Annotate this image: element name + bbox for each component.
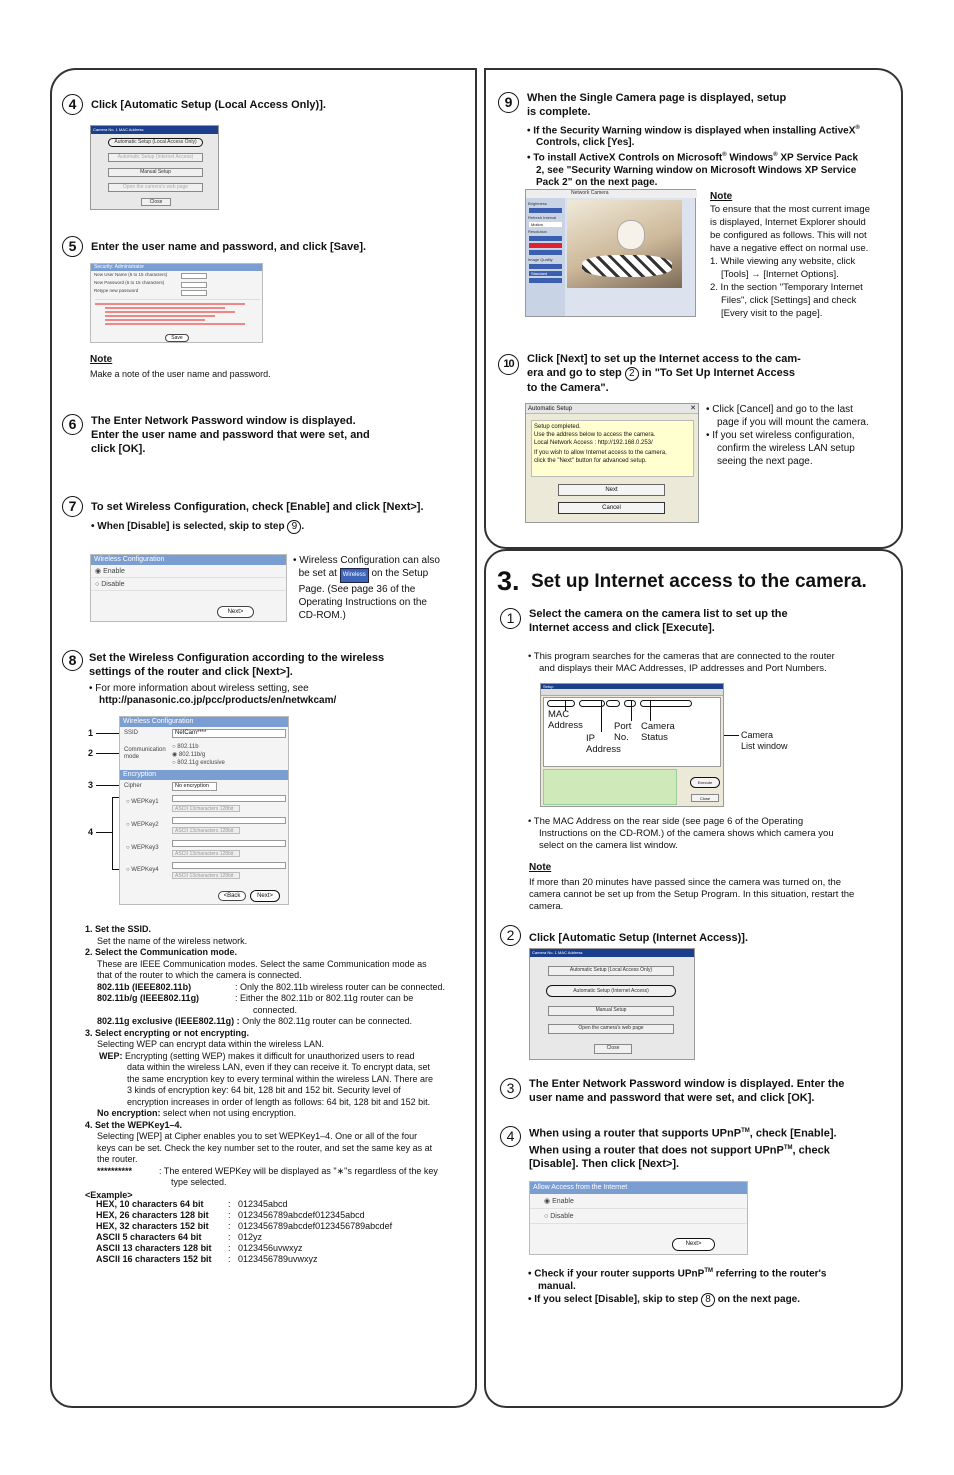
label-mac-address: MAC Address — [548, 709, 583, 731]
label-port-no: Port No. — [614, 721, 632, 743]
step-7-title: To set Wireless Configuration, check [Enable] and click [Next>]. — [91, 501, 424, 513]
camera-image — [567, 200, 682, 288]
step-6-title: The Enter Network Password window is displayed. Enter the user name and password that were set, and click [OK]. — [91, 415, 370, 455]
automatic-setup-complete-window: Automatic Setup ✕ Setup completed. Use the address below to access the camera. Local Network Access : http://192.168.0.253/ If you wish to allow Internet access to the camera, click the "Next" button for advanced setup. Next Cancel — [525, 403, 699, 523]
next-button-wireless[interactable]: Next> — [250, 890, 280, 902]
automatic-setup-local-button[interactable]: Automatic Setup (Local Access Only) — [108, 138, 203, 147]
callout-1: 1 — [88, 728, 94, 738]
step-4-title: Click [Automatic Setup (Local Access Only)]. — [91, 99, 326, 111]
manual-setup-button-2[interactable]: Manual Setup — [548, 1006, 674, 1016]
single-camera-page-screenshot: Network Camera Brightness Refresh Interval Motion Resolution Image Quality Standard — [525, 189, 696, 317]
sec3-step-2-number: 2 — [500, 925, 521, 946]
sec3-step-1-title: Select the camera on the camera list to set up the Internet access and click [Execute]. — [529, 608, 788, 634]
step-9-title: When the Single Camera page is displayed, setup is complete. — [527, 92, 787, 118]
wireless-settings-panel: Wireless Configuration SSID NetCam**** Communication mode ○ 802.11b ◉ 802.11b/g ○ 802.11g exclusive Encryption Cipher No encryption ○ WEPKey1 ASCII 13characters 128bit ○ WEPKey2 ASCII 13characters 128bit ○ WEPKey3 ASCII 13characters 128bit ○ WEPKey4 ASCII 13characters 128bit <Back Next> — [119, 716, 289, 905]
step-7-bullet: • When [Disable] is selected, skip to step 9 . — [91, 521, 305, 532]
note-heading: Note — [90, 354, 113, 365]
back-button[interactable]: <Back — [218, 891, 246, 901]
step-9-note: Note To ensure that the most current image is displayed, Internet Explorer should be configured as follows. This will not have a negative effect on normal use. 1. While viewing any website, click [Tools] → [Internet Options]. 2. In the section "Temporary Internet Files", click [Settings] and check [Every visit to the page]. — [710, 191, 870, 319]
callout-4: 4 — [88, 827, 94, 837]
sec3-step-4-bullets: • Check if your router supports UPnP™ referring to the router's manual. • If you select [Disable], skip to step 8 on the next page. — [528, 1268, 827, 1306]
execute-button[interactable]: Execute — [690, 777, 720, 788]
section-3-number: 3. — [497, 566, 520, 596]
close-button-2[interactable]: Close — [594, 1044, 632, 1054]
sec3-step-2-title: Click [Automatic Setup (Internet Access)]. — [529, 932, 749, 944]
label-ip-address: IP Address — [586, 733, 621, 755]
step-9-bullets: • If the Security Warning window is displayed when installing ActiveX® Controls, click [Yes]. • To install ActiveX Controls on Microsoft® Windows® XP Service Pack 2, see "Security Warning window on Microsoft Windows XP Service Pack 2" on the next page. — [527, 125, 860, 188]
security-panel: Security: Administrator New User Name (6 to 15 characters) New Password (6 to 15 characters) Retype new password Save — [90, 263, 263, 343]
cipher-select[interactable]: No encryption — [172, 782, 217, 791]
step-8-number: 8 — [62, 650, 83, 671]
step-5-title: Enter the user name and password, and click [Save]. — [91, 241, 367, 253]
setup-menu-window-internet: Camera No. 1 MAC Address Automatic Setup (Local Access Only) Automatic Setup (Internet Access) Manual Setup Open the camera's web page Close — [529, 948, 695, 1060]
callout-2: 2 — [88, 748, 94, 758]
sec3-step-3-title: The Enter Network Password window is displayed. Enter the user name and password that were set, and click [OK]. — [529, 1078, 845, 1104]
sec3-step-4-number: 4 — [500, 1126, 521, 1147]
step-9-number: 9 — [498, 92, 519, 113]
wireless-tab-button: Wireless — [340, 568, 369, 583]
step-10-side-notes: • Click [Cancel] and go to the last page if you will mount the camera. • If you set wireless configuration, confirm the wireless LAN setup seeing the next page. — [706, 404, 869, 467]
wireless-settings-explanation: 1. Set the SSID. Set the name of the wireless network. 2. Select the Communication mode. These are IEEE Communication modes. Select the same Communication mode as that of the router to which the camera is connected. 802.11b (IEEE802.11b) : Only the 802.11b wireless router can be connected. 802.11b/g (IEEE802.11g) : Either the 802.11b or 802.11g router can be connected. 802.11g exclusive (IEEE802.11g) : Only the 802.11g router can be connected. 3. Select encrypting or not encrypting. Selecting WEP can encrypt data within the wireless LAN. WEP: Encrypting (setting WEP) makes it difficult for unauthorized users to read data within the wireless LAN, even if they can receive it. To encrypt data, set the same encryption key to every terminal within the wireless LAN. There are 3 kinds of encryption key: 64 bit, 128 bit and 152 bit. Security level of encryption increases in order of length as follows: 64 bit, 128 bit and 152 bit. No encryption: select when not using encryption. 4. Set the WEPKey1–4. Selecting [WEP] at Cipher enables you to set WEPKey1–4. One or all of the four keys can be set. Check the key number set to the router, and set the same key as at the router. ********** : The entered WEPKey will be displayed as "∗"s regardless of the key type selected. <Example> — [85, 924, 445, 1200]
close-button[interactable]: Close — [141, 198, 171, 206]
step-8-bullet: • For more information about wireless setting, see http://panasonic.co.jp/pcc/products/en/netwkcam/ — [89, 683, 337, 706]
sec3-step-1-note: Note If more than 20 minutes have passed since the camera was turned on, the camera cannot be set up from the Setup Program. In this situation, restart the camera. — [529, 862, 855, 912]
label-camera-status: Camera Status — [641, 721, 675, 743]
automatic-setup-local-button-2[interactable]: Automatic Setup (Local Access Only) — [548, 966, 674, 976]
wireless-config-panel: Wireless Configuration ◉ Enable ○ Disable Next> — [90, 554, 287, 622]
wepkey-examples-table: HEX, 10 characters 64 bit : 012345abcd HEX, 26 characters 128 bit : 0123456789abcdef012345abcd HEX, 32 characters 152 bit : 0123456789abcdef0123456789abcdef ASCII 5 characters 64 bit : 012yz ASCII 13 characters 128 bit : 0123456uvwxyz ASCII 16 characters 152 bit : 0123456789uvwxyz — [96, 1199, 393, 1264]
step-7-number: 7 — [62, 496, 83, 517]
manual-setup-button[interactable]: Manual Setup — [108, 168, 203, 177]
ssid-input[interactable]: NetCam**** — [172, 729, 286, 738]
open-web-page-button-2[interactable]: Open the camera's web page — [548, 1024, 674, 1034]
cancel-button-setup[interactable]: Cancel — [558, 502, 665, 514]
sec3-step-3-number: 3 — [500, 1078, 521, 1099]
save-button[interactable]: Save — [165, 334, 189, 342]
enable-radio[interactable]: Enable — [103, 568, 125, 575]
camera-list-window: Setup Execute Close — [540, 683, 724, 807]
communication-mode-radios[interactable]: ○ 802.11b ◉ 802.11b/g ○ 802.11g exclusive — [172, 744, 225, 766]
next-button-upnp[interactable]: Next> — [672, 1238, 715, 1251]
step-7-side-note: • Wireless Configuration can also be set at Wireless on the Setup Page. (See page 36 of the Operating Instructions on the CD-ROM.) — [293, 555, 440, 621]
step-6-number: 6 — [62, 414, 83, 435]
upnp-enable-radio[interactable]: Enable — [552, 1198, 574, 1205]
automatic-setup-internet-button-2[interactable]: Automatic Setup (Internet Access) — [546, 985, 676, 997]
sec3-step-1-mac-note: • The MAC Address on the rear side (see page 6 of the Operating Instructions on the CD-ROM.) of the camera shows which camera you select on the camera list window. — [528, 816, 834, 851]
open-web-page-button[interactable]: Open the camera's web page — [108, 183, 203, 192]
sec3-step-1-number: 1 — [500, 608, 521, 629]
close-button-list[interactable]: Close — [691, 794, 719, 802]
automatic-setup-internet-button[interactable]: Automatic Setup (Internet Access) — [108, 153, 203, 162]
setup-menu-window-local: Camera No. 1 MAC Address Automatic Setup (Local Access Only) Automatic Setup (Internet Access) Manual Setup Open the camera's web page Close — [90, 125, 219, 210]
step-5-note: Make a note of the user name and password. — [90, 369, 271, 379]
step-8-title: Set the Wireless Configuration according to the wireless settings of the router and click [Next>]. — [89, 652, 385, 678]
step-10-title: Click [Next] to set up the Internet access to the cam- era and go to step 2 in "To Set Up Internet Access to the Camera". — [527, 353, 801, 394]
step-4-number: 4 — [62, 94, 83, 115]
step-5-number: 5 — [62, 236, 83, 257]
sec3-step-1-bullet: • This program searches for the cameras that are connected to the router and displays their MAC Addresses, IP addresses and Port Numbers. — [528, 651, 835, 674]
step-10-number: 10 — [498, 354, 519, 375]
next-button[interactable]: Next> — [217, 606, 254, 618]
allow-internet-access-panel: Allow Access from the Internet ◉ Enable ○ Disable Next> — [529, 1181, 748, 1255]
label-camera-list-window: Camera List window — [741, 730, 788, 751]
section-3-title: Set up Internet access to the camera. — [531, 571, 867, 592]
next-button-setup[interactable]: Next — [558, 484, 665, 496]
window-close-icon[interactable]: ✕ — [690, 405, 696, 412]
disable-radio[interactable]: Disable — [101, 581, 125, 588]
sec3-step-4-title: When using a router that supports UPnP™, check [Enable]. When using a router that does not support UPnP™, check [Disable]. Then click [Next>]. — [529, 1127, 837, 1171]
callout-3: 3 — [88, 780, 94, 790]
upnp-disable-radio[interactable]: Disable — [550, 1213, 574, 1220]
